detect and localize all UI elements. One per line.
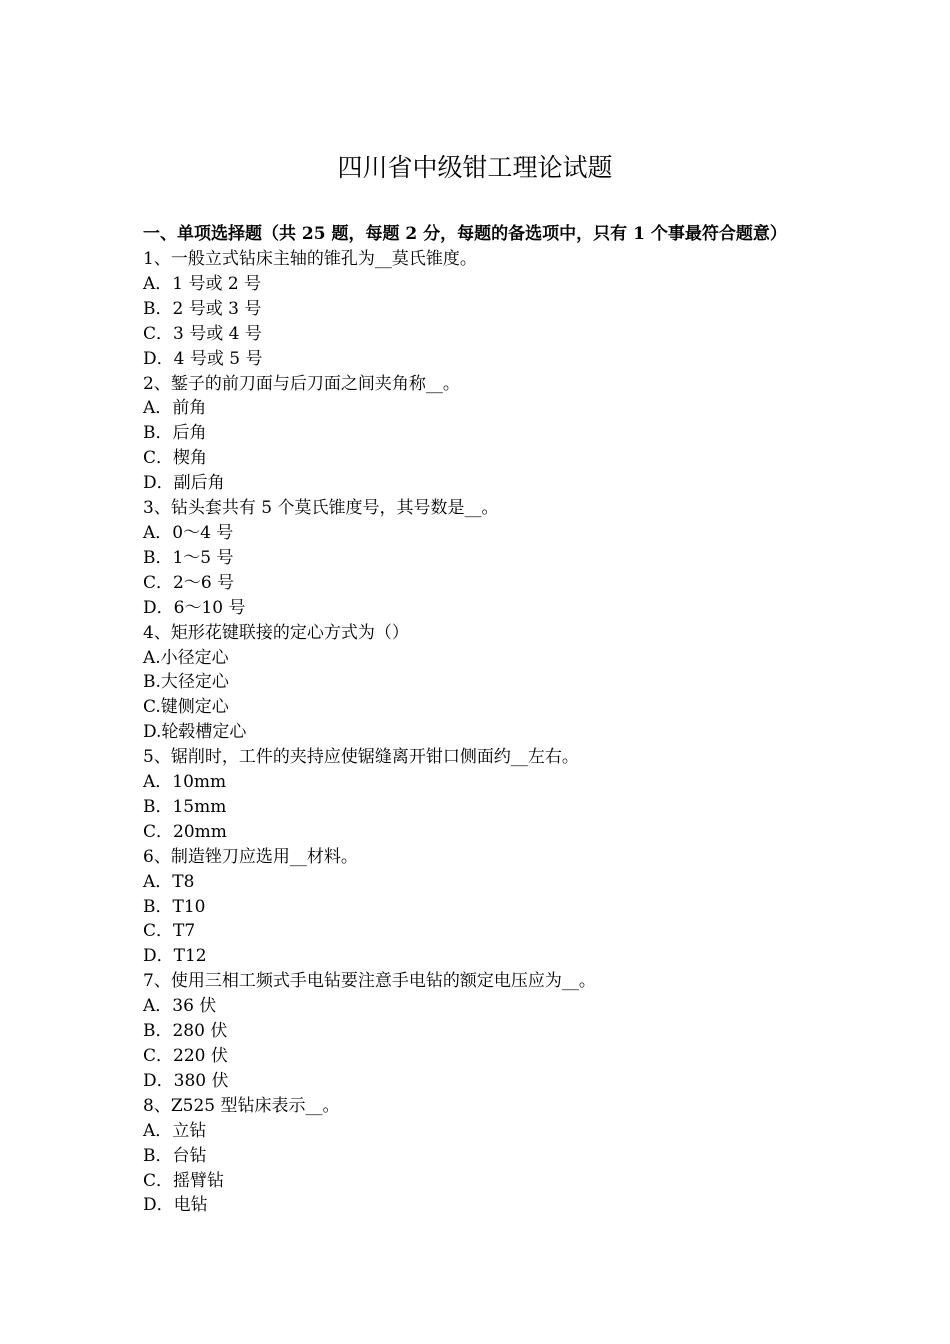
question-item: [143, 247, 843, 372]
answer-option: A．前角: [143, 398, 207, 419]
question-stem: 7、使用三相工频式手电钻要注意手电钻的额定电压应为__。: [143, 971, 596, 992]
answer-option: D．T12: [143, 946, 207, 967]
question-stem: 1、一般立式钻床主轴的锥孔为__莫氏锥度。: [143, 249, 477, 269]
answer-option: C．楔角: [143, 448, 208, 469]
option-list: [143, 1119, 843, 1219]
answer-option: C．20mm: [143, 821, 227, 842]
option-list: [143, 396, 843, 496]
answer-option: B.大径定心: [143, 672, 229, 693]
answer-option: A．0～4 号: [143, 522, 234, 543]
answer-option: C.键侧定心: [143, 697, 229, 718]
section-heading: 一、单项选择题（共 25 题，每题 2 分，每题的备选项中，只有 1 个事最符合题意）: [143, 224, 787, 244]
answer-option: C．2～6 号: [143, 572, 235, 593]
answer-option: B．1～5 号: [143, 547, 234, 568]
answer-option: A.小径定心: [143, 647, 229, 668]
question-stem: 3、钻头套共有 5 个莫氏锥度号，其号数是__。: [143, 498, 499, 519]
answer-option: A．36 伏: [143, 996, 217, 1017]
question-item: [143, 969, 843, 1094]
answer-option: A．T8: [143, 871, 195, 892]
answer-option: D．4 号或 5 号: [143, 348, 263, 369]
option-list: [143, 272, 843, 372]
answer-option: A．立钻: [143, 1120, 207, 1141]
question-stem: 2、錾子的前刀面与后刀面之间夹角称__。: [143, 373, 460, 394]
question-item: [143, 1094, 843, 1219]
answer-option: B．15mm: [143, 796, 227, 817]
option-list: [143, 770, 843, 845]
answer-option: C．T7: [143, 921, 196, 942]
question-item: [143, 621, 843, 746]
question-stem: 5、锯削时，工件的夹持应使锯缝离开钳口侧面约__左右。: [143, 747, 579, 768]
question-item: [143, 372, 843, 497]
question-stem: 4、矩形花键联接的定心方式为（）: [143, 622, 409, 643]
answer-option: C．摇臂钻: [143, 1170, 225, 1191]
answer-option: D．电钻: [143, 1195, 208, 1216]
answer-option: B．台钻: [143, 1145, 207, 1166]
question-item: [143, 745, 843, 845]
answer-option: D.轮毂槽定心: [143, 722, 247, 743]
page-title: 四川省中级钳工理论试题: [337, 153, 613, 182]
answer-option: C．3 号或 4 号: [143, 323, 262, 344]
option-list: [143, 994, 843, 1094]
answer-option: A．10mm: [143, 772, 227, 793]
exam-content: [143, 222, 843, 1218]
question-list: [143, 247, 843, 1218]
answer-option: D．6～10 号: [143, 597, 246, 618]
answer-option: B．T10: [143, 896, 206, 917]
answer-option: B．280 伏: [143, 1021, 228, 1042]
answer-option: C．220 伏: [143, 1046, 228, 1066]
question-stem: 6、制造锉刀应选用__材料。: [143, 846, 358, 867]
option-list: [143, 646, 843, 746]
question-item: [143, 845, 843, 970]
option-list: [143, 870, 843, 970]
answer-option: B．2 号或 3 号: [143, 298, 262, 319]
answer-option: D．380 伏: [143, 1070, 229, 1091]
option-list: [143, 521, 843, 621]
answer-option: D．副后角: [143, 473, 225, 494]
answer-option: A．1 号或 2 号: [143, 273, 262, 294]
answer-option: B．后角: [143, 423, 207, 444]
question-item: [143, 496, 843, 621]
question-stem: 8、Z525 型钻床表示__。: [143, 1095, 340, 1116]
